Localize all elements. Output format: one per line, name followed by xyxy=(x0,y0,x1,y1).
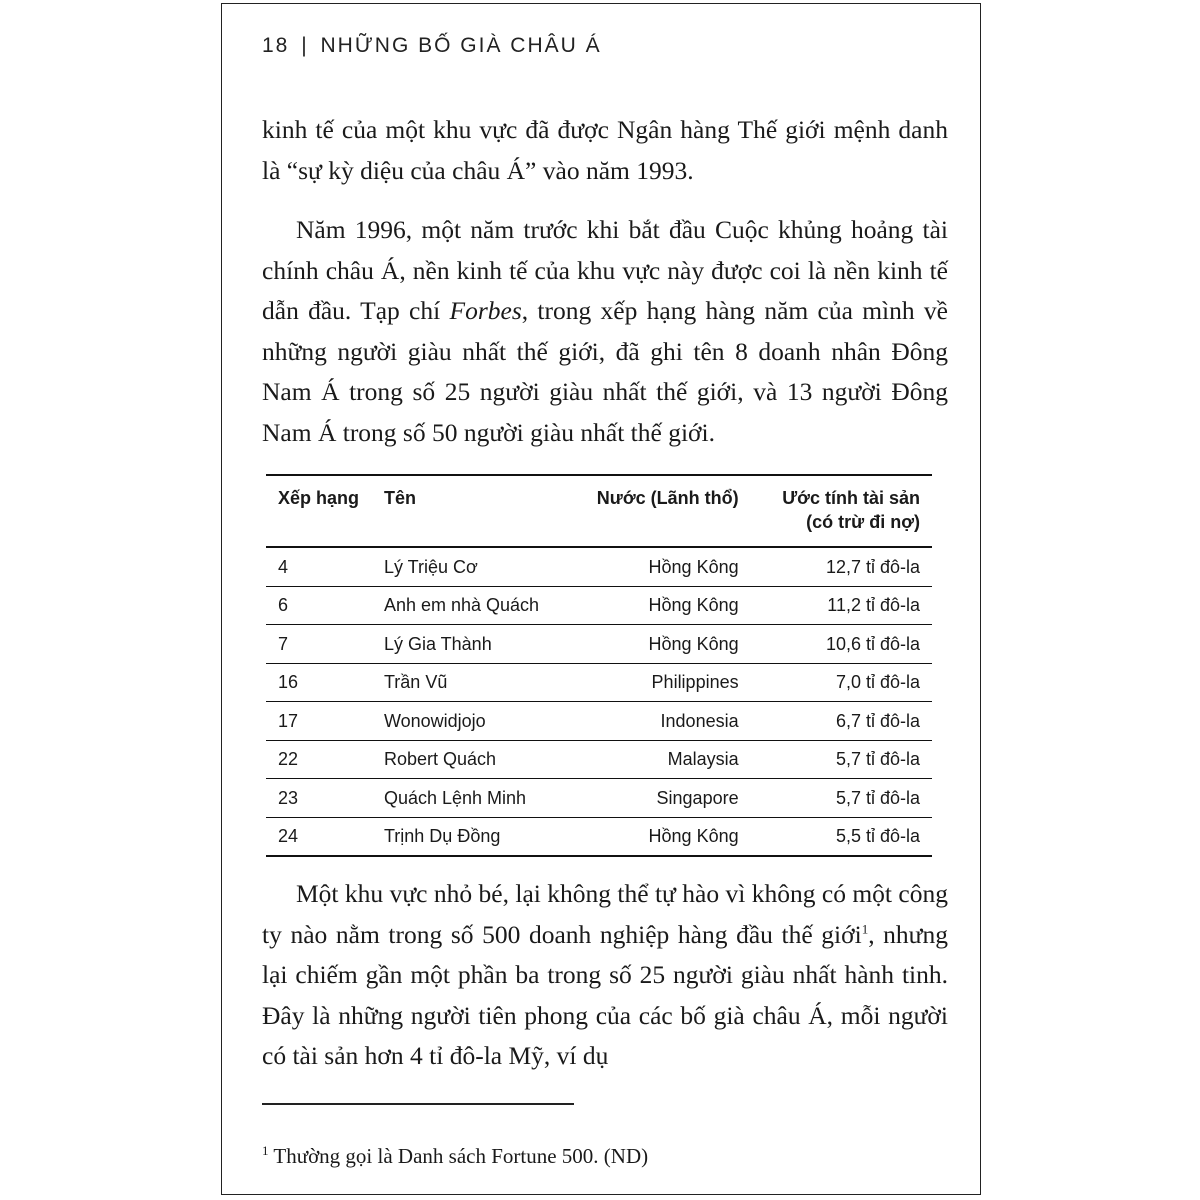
table-row xyxy=(266,702,932,741)
cell-asset: 7,0 tỉ đô-la xyxy=(739,663,932,702)
cell-country: Malaysia xyxy=(581,740,739,779)
table-row xyxy=(266,547,932,586)
cell-name: Trần Vũ xyxy=(384,663,581,702)
cell-asset: 6,7 tỉ đô-la xyxy=(739,702,932,741)
cell-rank: 22 xyxy=(266,740,384,779)
book-page xyxy=(221,3,981,1195)
paragraph-2-part-2: , trong xếp hạng hàng năm của mình về những người giàu nhất thế giới, đã ghi tên 8 doanh nhân Đông Nam Á trong số 25 người giàu nhất thế giới, và 13 người Đông Nam Á trong số 50 người giàu nhất thế giới. xyxy=(262,296,948,447)
cell-asset: 5,7 tỉ đô-la xyxy=(739,779,932,818)
cell-country: Hồng Kông xyxy=(581,586,739,625)
footnote-text: Thường gọi là Danh sách Fortune 500. (ND) xyxy=(268,1144,649,1168)
rich-list-table xyxy=(266,474,932,857)
paragraph-2 xyxy=(262,210,948,453)
table-row xyxy=(266,625,932,664)
forbes-italic: Forbes xyxy=(449,296,522,325)
cell-asset: 10,6 tỉ đô-la xyxy=(739,625,932,664)
paragraph-3-part-1: Một khu vực nhỏ bé, lại không thể tự hào vì không có một công ty nào nằm trong số 500 doanh nghiệp hàng đầu thế giới xyxy=(262,879,948,949)
header-name: Tên xyxy=(383,488,416,508)
paragraph-2-text xyxy=(262,210,948,453)
cell-country: Singapore xyxy=(581,779,739,818)
cell-asset: 11,2 tỉ đô-la xyxy=(739,586,932,625)
paragraph-3-part-2: , nhưng lại chiếm gần một phần ba trong số 25 người giàu nhất hành tinh. Đây là những người tiên phong của các bố già châu Á, mỗi người có tài sản hơn 4 tỉ đô-la Mỹ, ví dụ xyxy=(262,919,948,1070)
cell-rank: 24 xyxy=(266,817,384,856)
cell-rank: 6 xyxy=(266,586,384,625)
cell-country: Hồng Kông xyxy=(581,625,739,664)
cell-name: Wonowidjojo xyxy=(384,702,581,741)
table-row xyxy=(266,663,932,702)
header-asset xyxy=(739,475,932,547)
footnote-marker: 1 xyxy=(262,1143,269,1158)
paragraph-2-part-1: Năm 1996, một năm trước khi bắt đầu Cuộc khủng hoảng tài chính châu Á, nền kinh tế của khu vực này được coi là nền kinh tế dẫn đầu. Tạp chí xyxy=(262,215,948,325)
cell-rank: 16 xyxy=(266,663,384,702)
cell-rank: 4 xyxy=(266,547,384,586)
table-header xyxy=(266,475,932,547)
table-row xyxy=(266,740,932,779)
table-row xyxy=(266,586,932,625)
cell-asset: 5,5 tỉ đô-la xyxy=(739,817,932,856)
header-separator: | xyxy=(301,34,309,57)
header-rank: Xếp hạng xyxy=(278,488,360,508)
cell-name: Lý Gia Thành xyxy=(384,625,581,664)
cell-country: Hồng Kông xyxy=(581,547,739,586)
cell-country: Indonesia xyxy=(581,702,739,741)
paragraph-3 xyxy=(262,874,948,1077)
table-row xyxy=(266,779,932,818)
cell-asset: 12,7 tỉ đô-la xyxy=(739,547,932,586)
running-head xyxy=(262,34,602,58)
cell-country: Philippines xyxy=(581,663,739,702)
cell-name: Quách Lệnh Minh xyxy=(384,779,581,818)
cell-rank: 23 xyxy=(266,779,384,818)
book-title: NHỮNG BỐ GIÀ CHÂU Á xyxy=(320,34,602,57)
footnote xyxy=(262,1144,648,1169)
cell-asset: 5,7 tỉ đô-la xyxy=(739,740,932,779)
table-body xyxy=(266,547,932,856)
header-asset-line-1: Ước tính tài sản xyxy=(782,488,920,508)
footnote-divider xyxy=(262,1103,574,1105)
cell-name: Trịnh Dụ Đồng xyxy=(384,817,581,856)
table-header-row xyxy=(266,475,932,547)
header-asset-line-2: (có trừ đi nợ) xyxy=(806,512,920,532)
cell-name: Lý Triệu Cơ xyxy=(384,547,581,586)
paragraph-3-text xyxy=(262,874,948,1077)
paragraph-1 xyxy=(262,110,948,191)
table-row xyxy=(266,817,932,856)
footnote-reference: 1 xyxy=(861,921,869,936)
cell-name: Robert Quách xyxy=(384,740,581,779)
cell-country: Hồng Kông xyxy=(581,817,739,856)
cell-rank: 17 xyxy=(266,702,384,741)
paragraph-1-text: kinh tế của một khu vực đã được Ngân hàng Thế giới mệnh danh là “sự kỳ diệu của châu Á” vào năm 1993. xyxy=(262,115,948,185)
page-number: 18 xyxy=(262,34,290,57)
header-country: Nước (Lãnh thổ) xyxy=(596,488,739,508)
cell-rank: 7 xyxy=(266,625,384,664)
cell-name: Anh em nhà Quách xyxy=(384,586,581,625)
